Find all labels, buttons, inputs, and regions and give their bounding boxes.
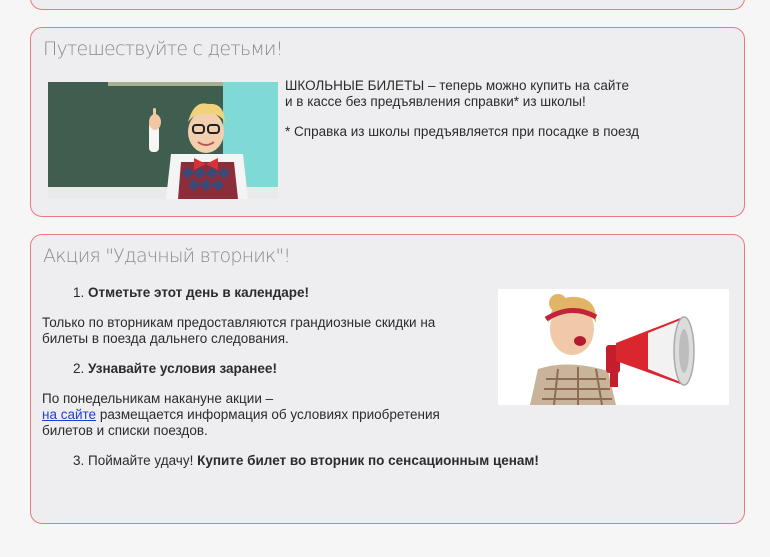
para-2-rest: размещается информация об условиях приобретения	[96, 407, 440, 422]
megaphone-woman-photo	[498, 289, 729, 405]
promo-step-2	[73, 361, 277, 378]
step-3-plain: Поймайте удачу!	[88, 453, 198, 468]
kids-note: * Справка из школы предъявляется при посадке в поезд	[285, 124, 640, 139]
kids-line-1: ШКОЛЬНЫЕ БИЛЕТЫ – теперь можно купить на сайте	[285, 78, 629, 93]
site-link[interactable]: на сайте	[42, 407, 97, 422]
schoolboy-photo	[48, 82, 278, 199]
promo-para-2-line-1: По понедельникам накануне акции –	[42, 391, 274, 406]
promo-para-2-line-3: билетов и списки поездов.	[42, 423, 208, 438]
promo-step-3	[73, 453, 539, 470]
promo-card-title: Акция "Удачный вторник"!	[43, 245, 291, 267]
lucky-tuesday-card	[30, 234, 745, 524]
kids-line-2: и в кассе без предъявления справки* из школы!	[285, 94, 586, 109]
kids-travel-card	[30, 27, 745, 217]
step-2-text: Узнавайте условия заранее!	[88, 361, 277, 376]
step-number: 1.	[73, 285, 85, 300]
promo-para-2-line-2	[42, 407, 440, 424]
promo-para-1-line-1: Только по вторникам предоставляются грандиозные скидки на	[42, 315, 436, 330]
step-number: 2.	[73, 361, 85, 376]
previous-card	[30, 0, 745, 10]
kids-card-title: Путешествуйте с детьми!	[43, 38, 283, 60]
step-number: 3.	[73, 453, 85, 468]
promo-step-1	[73, 285, 309, 302]
step-3-bold: Купите билет во вторник по сенсационным ценам!	[197, 453, 539, 468]
promo-para-1-line-2: билеты в поезда дальнего следования.	[42, 331, 289, 346]
step-1-text: Отметьте этот день в календаре!	[88, 285, 310, 300]
